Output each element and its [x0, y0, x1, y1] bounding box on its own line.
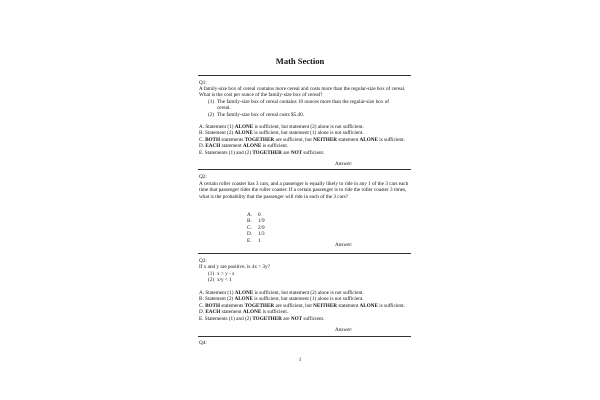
q3-answer-choices: [199, 290, 411, 322]
q2-option-e: E. 1: [247, 237, 261, 244]
q1-label: Q1:: [199, 80, 207, 86]
choice-e: E. Statements (1) and (2) TOGETHER are NOT sufficient.: [199, 315, 325, 322]
choice-d: D. EACH statement ALONE is sufficient.: [199, 309, 289, 316]
choice-b: B. Statement (2) ALONE is sufficient, but statement (1) alone is not sufficient.: [199, 130, 364, 137]
q3-statement-2: [208, 277, 408, 283]
divider: [198, 169, 411, 170]
q1-answer-label: Answer:: [335, 161, 353, 167]
divider: [198, 253, 411, 254]
q3-label: Q3:: [199, 258, 207, 264]
choice-c: C. BOTH statements TOGETHER are sufficient, but NEITHER statement ALONE is sufficient.: [199, 302, 405, 309]
choice-c: C. BOTH statements TOGETHER are sufficient, but NEITHER statement ALONE is sufficient.: [199, 136, 405, 143]
q1-statement-1-text: The family-size box of cereal contains 10 ounces more than the regular-size box of cereal.: [217, 99, 390, 112]
q1-statement-1: [208, 99, 408, 112]
q1-statement-2-number: (2): [208, 112, 215, 118]
q2-stem: A certain roller coaster has 3 cars, and a passenger is equally likely to ride in any 1 of the 3 cars each time that passenger rides the roller coaster. If a certain passenger is to ride the roller coaster 3 times, what is the probability that the passenger will ride in each of the 3 cars?: [199, 181, 409, 200]
q1-stem: A family-size box of cereal contains more cereal and costs more than the regular-size box of cereal. What is the cost per ounce of the family-size box of cereal?: [199, 86, 406, 99]
q2-option-a: A. 0: [247, 212, 261, 218]
q2-options: [247, 212, 265, 244]
q3-stem: If x and y are positive, is 4x > 3y?: [199, 264, 270, 270]
q2-option-b: B. 1/9: [247, 218, 265, 225]
q2-option-d: D. 1/3: [247, 231, 265, 238]
q1-answer-choices: [199, 124, 411, 156]
choice-a: A. Statement (1) ALONE is sufficient, but statement (2) alone is not sufficient.: [199, 124, 364, 130]
q3-statement-1-text: x > y - x: [217, 271, 235, 277]
q2-answer-label: Answer:: [335, 242, 353, 248]
q1-statement-1-number: (1): [208, 99, 215, 105]
q2-option-c: C. 2/9: [247, 224, 265, 231]
divider: [198, 336, 411, 337]
q1-statement-2-text: The family-size box of cereal costs $5.40.: [217, 112, 305, 118]
choice-e: E. Statements (1) and (2) TOGETHER are NOT sufficient.: [199, 149, 325, 156]
page-title: Math Section: [275, 56, 325, 66]
q3-statement-2-number: (2): [208, 277, 215, 283]
q3-statement-1-number: (1): [208, 271, 215, 277]
divider: [198, 75, 411, 76]
q1-statement-2: [208, 112, 408, 118]
choice-b: B. Statement (2) ALONE is sufficient, but statement (1) alone is not sufficient.: [199, 296, 364, 303]
q3-statement-2-text: x/y < 1: [217, 277, 232, 283]
q2-label: Q2:: [199, 174, 207, 180]
q4-label: Q4:: [199, 340, 207, 346]
page-number: 1: [298, 357, 302, 363]
choice-d: D. EACH statement ALONE is sufficient.: [199, 143, 289, 150]
choice-a: A. Statement (1) ALONE is sufficient, but statement (2) alone is not sufficient.: [199, 290, 364, 296]
q3-answer-label: Answer:: [335, 327, 353, 333]
